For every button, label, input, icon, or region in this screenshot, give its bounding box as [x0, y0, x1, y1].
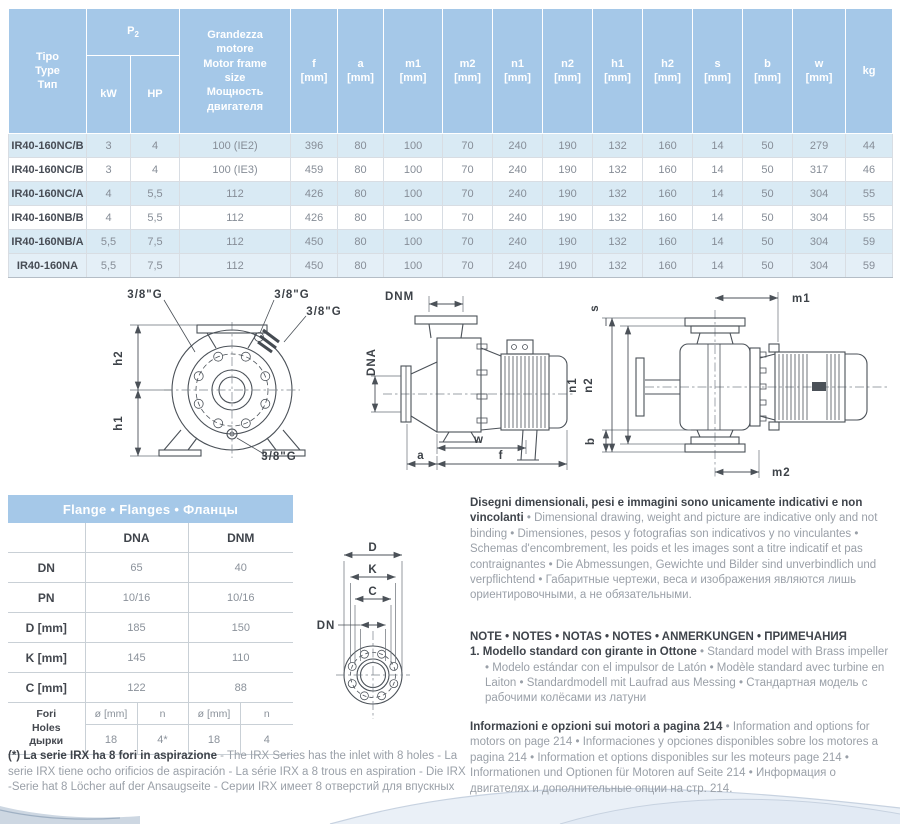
p2-label: P — [127, 24, 135, 37]
flange-section — [8, 495, 293, 755]
cell: 70 — [443, 158, 493, 182]
cell: 304 — [793, 206, 846, 230]
cell: 80 — [338, 158, 384, 182]
cell: 396 — [291, 134, 338, 158]
cell: 59 — [846, 254, 893, 278]
cell: 14 — [693, 134, 743, 158]
cell: 70 — [443, 230, 493, 254]
col-m1 — [384, 9, 443, 134]
cell: 185 — [85, 613, 188, 643]
cell: 18 — [85, 725, 137, 755]
flange-row — [8, 613, 293, 643]
flange-col-dnm: DNM — [188, 523, 293, 553]
dim-label-a: a — [417, 450, 425, 462]
dim-unit: [mm] — [300, 72, 328, 84]
cell: 50 — [743, 206, 793, 230]
cell: 459 — [291, 158, 338, 182]
cell: 80 — [338, 230, 384, 254]
cell: 145 — [85, 643, 188, 673]
cell: 112 — [180, 230, 291, 254]
cell: 190 — [543, 134, 593, 158]
cell: 122 — [85, 673, 188, 703]
cell: 5,5 — [131, 182, 180, 206]
dim-label-n2: n2 — [583, 377, 595, 393]
frame-line: двигателя — [206, 100, 264, 113]
kw-label: kW — [100, 88, 117, 101]
dim-unit: [mm] — [347, 72, 374, 84]
cell: 70 — [443, 134, 493, 158]
cell: 4 — [87, 182, 131, 206]
table-row — [9, 254, 893, 278]
cell: 14 — [693, 182, 743, 206]
cell: 304 — [793, 230, 846, 254]
col-kg — [846, 9, 893, 134]
cell: 100 — [384, 182, 443, 206]
cell: 100 (IE3) — [180, 158, 291, 182]
cell: 132 — [593, 206, 643, 230]
col-b — [743, 9, 793, 134]
dim-unit: [mm] — [504, 72, 531, 84]
col-w — [793, 9, 846, 134]
cell: 240 — [493, 158, 543, 182]
irx-footnote-bold: (*) La serie IRX ha 8 fori in aspirazione — [8, 750, 217, 762]
cell: 160 — [643, 230, 693, 254]
holes-line: Holes — [31, 721, 61, 734]
flange-row — [8, 643, 293, 673]
cell: 240 — [493, 206, 543, 230]
type-line: Tipo — [35, 50, 59, 63]
note-1-rest: • Standard model with Brass impeller • Modelo estándar con el impulsor de Latón • Modèle standard avec turbine en Laiton • Standardmodell mit Laufrad aus Messing • Стандартная модель с рабочими колёсами из латуни — [485, 646, 889, 705]
cell: 132 — [593, 134, 643, 158]
motors-note — [470, 720, 894, 797]
dim-unit: [mm] — [454, 72, 481, 84]
cell: 14 — [693, 230, 743, 254]
cell: 88 — [188, 673, 293, 703]
pump-model: IR40-160NC/B — [9, 158, 87, 182]
col-motor-frame — [180, 9, 291, 134]
pump-model: IR40-160NB/A — [9, 230, 87, 254]
dim-name: n2 — [561, 57, 574, 70]
col-f — [291, 9, 338, 134]
cell: 450 — [291, 230, 338, 254]
col-p2 — [87, 9, 180, 56]
cell: 190 — [543, 182, 593, 206]
col-n2 — [543, 9, 593, 134]
cell: 110 — [188, 643, 293, 673]
dim-name: h1 — [611, 57, 624, 70]
table-header — [9, 9, 893, 134]
cell: 240 — [493, 182, 543, 206]
cell: 132 — [593, 182, 643, 206]
thread-label: 3/8"G — [127, 289, 163, 301]
flange-col-dna: DNA — [85, 523, 188, 553]
cell: 160 — [643, 182, 693, 206]
dim-label-h2: h2 — [113, 350, 125, 366]
flange-row — [8, 673, 293, 703]
pump-model: IR40-160NC/B — [9, 134, 87, 158]
cell: 65 — [85, 553, 188, 583]
dim-label-dn: DN — [316, 620, 336, 632]
dim-label-s: s — [589, 304, 601, 312]
notes-column — [470, 496, 894, 797]
col-s — [693, 9, 743, 134]
dim-unit: [mm] — [654, 72, 681, 84]
irx-footnote — [8, 749, 466, 796]
dim-name: m1 — [405, 57, 421, 70]
table-row — [9, 158, 893, 182]
thread-label: 3/8"G — [274, 289, 310, 301]
frame-line: Мощность — [206, 86, 264, 99]
cell: 100 — [384, 230, 443, 254]
cell: 240 — [493, 230, 543, 254]
dimensional-note-rest: • Dimensional drawing, weight and picture are indicative only and not binding • Dimensiones, pesos y fotografias son indicativos y no vinculantes • Schemas d'encombrement, les poids et les images sont a titre indicatif et pas contraignantes • Die Abmessungen, Gewichte und Bilder sind unverbindlich und verpflichtend • Габаритные чертежи, веса и изображения являются лишь ориентировочными, а не обязательными. — [470, 512, 878, 602]
cell: 190 — [543, 230, 593, 254]
flange-row — [8, 553, 293, 583]
cell: 100 — [384, 254, 443, 278]
table-row — [9, 230, 893, 254]
cell: 4 — [87, 206, 131, 230]
type-line: Type — [35, 64, 60, 77]
cell: 426 — [291, 182, 338, 206]
cell: 450 — [291, 254, 338, 278]
p2-subscript: 2 — [134, 29, 139, 39]
cell: 160 — [643, 254, 693, 278]
flange-row-label: PN — [8, 583, 85, 613]
dim-label-dna: DNA — [366, 348, 378, 376]
note-1-bold — [470, 646, 697, 658]
dim-label-m1: m1 — [792, 293, 811, 305]
col-type — [9, 9, 87, 134]
dim-name: a — [357, 57, 364, 70]
flange-drawing — [300, 525, 475, 725]
dimensional-note-bold: Disegni dimensionali, pesi e immagini sono unicamente indicativi e non vincolanti — [470, 497, 863, 525]
cell: 7,5 — [131, 230, 180, 254]
cell: 112 — [180, 254, 291, 278]
dim-label-d: D — [368, 542, 378, 554]
cell: 18 — [188, 725, 240, 755]
flange-holes-subheader-row — [8, 703, 293, 725]
cell: 80 — [338, 254, 384, 278]
holes-line: Fori — [36, 708, 57, 721]
hp-label: HP — [147, 88, 163, 101]
cell: 100 — [384, 206, 443, 230]
cell: 50 — [743, 158, 793, 182]
cell: 5,5 — [87, 254, 131, 278]
pump-top-view-drawing — [560, 282, 895, 488]
flange-row-label: D [mm] — [8, 613, 85, 643]
cell: 40 — [188, 553, 293, 583]
cell: 70 — [443, 182, 493, 206]
cell: 5,5 — [87, 230, 131, 254]
thread-label: 3/8"G — [306, 306, 342, 318]
kg-label: kg — [862, 64, 876, 77]
dim-label-n1: n1 — [567, 377, 579, 393]
dim-name: m2 — [459, 57, 476, 70]
frame-line: Grandezza — [207, 29, 263, 42]
cell: 50 — [743, 134, 793, 158]
cell: 240 — [493, 254, 543, 278]
cell: 304 — [793, 254, 846, 278]
dim-label-k: K — [368, 564, 378, 576]
cell: 100 — [384, 134, 443, 158]
pump-model: IR40-160NA — [9, 254, 87, 278]
motors-note-bold: Informazioni e opzioni sui motori a pagina 214 — [470, 720, 723, 733]
table-row — [9, 134, 893, 158]
cell: ø [mm] — [188, 703, 240, 725]
note-1-number: 1. — [470, 646, 480, 659]
notes-heading: NOTE • NOTES • NOTAS • NOTES • ANMERKUNGEN • ПРИМЕЧАНИЯ — [470, 630, 847, 643]
dim-unit: [mm] — [704, 72, 731, 84]
cell: 44 — [846, 134, 893, 158]
cell: 10/16 — [188, 583, 293, 613]
cell: 10/16 — [85, 583, 188, 613]
cell: n — [240, 703, 293, 725]
dim-label-c: C — [368, 586, 378, 598]
col-a — [338, 9, 384, 134]
cell: 4 — [131, 158, 180, 182]
irx-footnote-rest: - The IRX Series has the inlet with 8 holes - La serie IRX tiene ocho orificios de aspiración - La série IRX a 8 trous en aspiration - Die IRX -Serie hat 8 Löcher auf der Ansaugseite - Серии IRX имеет 8 отверстий для впускных — [8, 750, 466, 794]
cell: 317 — [793, 158, 846, 182]
cell: 4 — [131, 134, 180, 158]
cell: 7,5 — [131, 254, 180, 278]
cell: 132 — [593, 158, 643, 182]
dim-label-m2: m2 — [772, 467, 791, 479]
flange-row-label: K [mm] — [8, 643, 85, 673]
cell: 100 — [384, 158, 443, 182]
col-hp — [131, 56, 180, 134]
dim-label-dnm: DNM — [385, 291, 415, 303]
flange-corner — [8, 523, 85, 553]
dim-label-w: w — [474, 434, 484, 446]
dim-name: s — [714, 57, 721, 70]
cell: 3 — [87, 134, 131, 158]
pump-front-view-drawing — [60, 282, 360, 488]
flange-holes-label — [8, 703, 85, 755]
dim-name: f — [312, 57, 316, 70]
flange-row — [8, 583, 293, 613]
cell: 70 — [443, 254, 493, 278]
col-n1 — [493, 9, 543, 134]
cell: 50 — [743, 230, 793, 254]
cell: 100 (IE2) — [180, 134, 291, 158]
frame-line: motore — [216, 43, 254, 56]
dim-unit: [mm] — [399, 72, 427, 84]
cell: 55 — [846, 182, 893, 206]
cell: 190 — [543, 206, 593, 230]
dim-name: h2 — [661, 57, 674, 70]
dim-unit: [mm] — [554, 72, 581, 84]
cell: 50 — [743, 254, 793, 278]
cell: 426 — [291, 206, 338, 230]
flange-header-row — [8, 523, 293, 553]
table-body — [9, 134, 893, 278]
cell: 160 — [643, 206, 693, 230]
note-1-lead: Modello standard con girante in Ottone — [482, 646, 697, 659]
cell: 55 — [846, 206, 893, 230]
flange-table — [8, 523, 293, 755]
dimensions-table — [8, 8, 893, 278]
col-kw — [87, 56, 131, 134]
dim-unit: [mm] — [805, 72, 833, 84]
cell: 132 — [593, 254, 643, 278]
dim-name: w — [814, 57, 824, 70]
type-line: Тип — [37, 79, 58, 92]
dim-label-b: b — [585, 436, 597, 446]
motors-note-rest: • Information and options for motors on page 214 • Informaciones y opciones disponibles sobre los motores a pagina 214 • Information et options disponibles sur les moteurs page 214 • Informationen und Optionen für Motoren auf Seite 214 • Информация о двигателях и дополнительные опции на стр. 214. — [470, 720, 879, 795]
cell: 240 — [493, 134, 543, 158]
cell: 112 — [180, 206, 291, 230]
cell: 4* — [137, 725, 188, 755]
holes-line: дырки — [29, 735, 64, 748]
flange-row-label: C [mm] — [8, 673, 85, 703]
cell: 5,5 — [131, 206, 180, 230]
cell: 70 — [443, 206, 493, 230]
thread-label: 3/8"G — [261, 451, 297, 463]
dim-unit: [mm] — [754, 72, 781, 84]
dim-name: n1 — [511, 57, 524, 70]
pump-model: IR40-160NB/B — [9, 206, 87, 230]
frame-line: size — [224, 72, 246, 84]
cell: 50 — [743, 182, 793, 206]
cell: 80 — [338, 134, 384, 158]
col-h2 — [643, 9, 693, 134]
dim-name: b — [764, 57, 771, 70]
dimensional-note — [470, 496, 894, 604]
cell: 80 — [338, 182, 384, 206]
cell: 3 — [87, 158, 131, 182]
cell: 14 — [693, 158, 743, 182]
cell: 190 — [543, 158, 593, 182]
cell: ø [mm] — [85, 703, 137, 725]
cell: 279 — [793, 134, 846, 158]
cell: 80 — [338, 206, 384, 230]
pump-model: IR40-160NC/A — [9, 182, 87, 206]
cell: 46 — [846, 158, 893, 182]
cell: 304 — [793, 182, 846, 206]
cell: 14 — [693, 206, 743, 230]
cell: 190 — [543, 254, 593, 278]
cell: 132 — [593, 230, 643, 254]
table-row — [9, 182, 893, 206]
cell: 59 — [846, 230, 893, 254]
dim-unit: [mm] — [604, 72, 631, 84]
cell: 4 — [240, 725, 293, 755]
dim-label-f: f — [498, 450, 504, 462]
cell: 14 — [693, 254, 743, 278]
note-1 — [470, 645, 894, 707]
dim-label-h1: h1 — [113, 415, 125, 431]
col-m2 — [443, 9, 493, 134]
cell: 160 — [643, 134, 693, 158]
cell: 150 — [188, 613, 293, 643]
flange-row-label: DN — [8, 553, 85, 583]
frame-line: Motor frame — [203, 57, 267, 70]
cell: 112 — [180, 182, 291, 206]
cell: n — [137, 703, 188, 725]
cell: 160 — [643, 158, 693, 182]
table-row — [9, 206, 893, 230]
col-h1 — [593, 9, 643, 134]
flange-title: Flange • Flanges • Фланцы — [8, 495, 293, 523]
